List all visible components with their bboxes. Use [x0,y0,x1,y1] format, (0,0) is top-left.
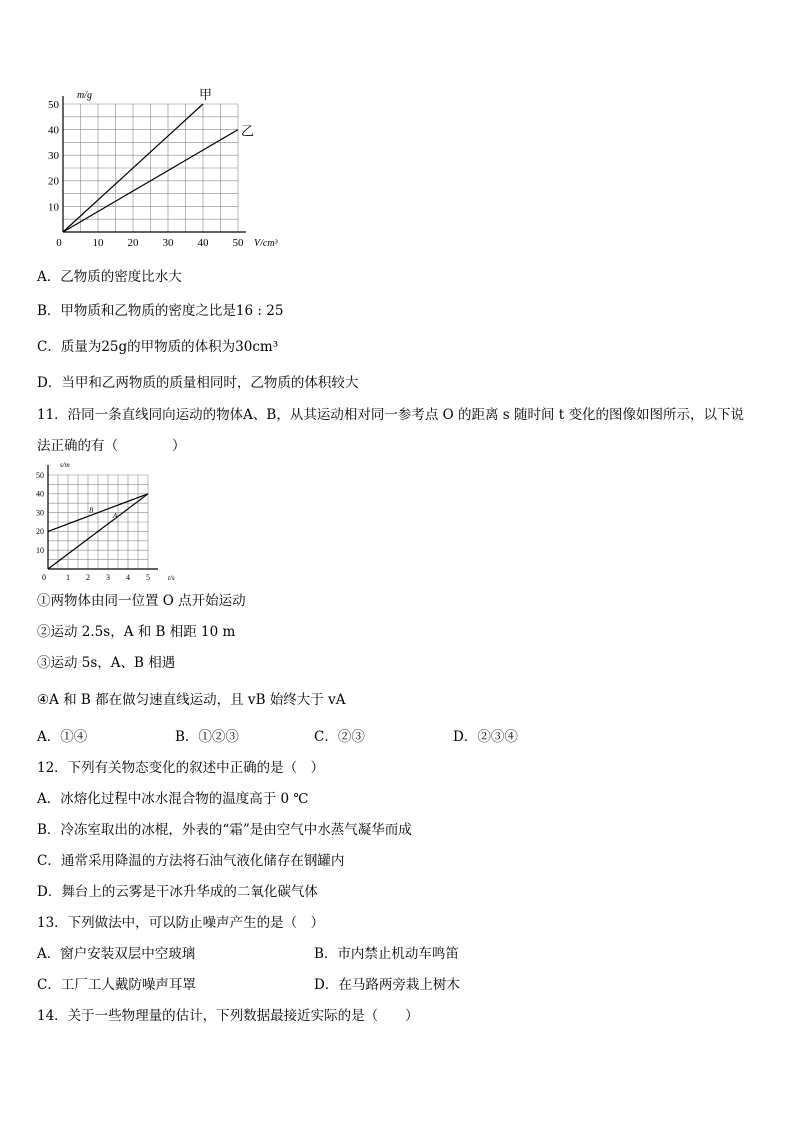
series-label: A [113,512,118,521]
q12-stem: 12．下列有关物态变化的叙述中正确的是（ ） [37,760,325,776]
x-axis-label: V/cm³ [254,238,278,249]
q12-option-d: D．舞台上的云雾是干冰升华成的二氧化碳气体 [37,884,318,900]
series-label: 乙 [241,123,255,139]
y-tick-label: 30 [48,150,59,163]
q10-option-a: A．乙物质的密度比水大 [37,269,182,285]
q11-option-b: B．①②③ [175,729,239,745]
q12-option-c: C．通常采用降温的方法将石油气液化储存在钢罐内 [37,853,345,869]
mass-volume-chart-svg [30,86,278,258]
q11-statement-1: ①两物体由同一位置 O 点开始运动 [37,593,246,609]
q13-option-d: D．在马路两旁栽上树木 [314,977,460,993]
mass-volume-chart [30,86,278,258]
q11-statement-3: ③运动 5s，A、B 相遇 [37,655,176,671]
q11-option-d: D．②③④ [453,729,518,745]
q11-stem-line2: 法正确的有（ ） [37,438,186,454]
q12-option-b: B．冷冻室取出的冰棍，外表的“霜”是由空气中水蒸气凝华而成 [37,822,412,838]
q13-option-b: B．市内禁止机动车鸣笛 [314,946,459,962]
q10-option-d: D．当甲和乙两物质的质量相同时，乙物质的体积较大 [37,375,359,391]
q11-statement-2: ②运动 2.5s，A 和 B 相距 10 m [37,624,236,640]
series-label: 甲 [199,87,213,102]
x-tick-label: 40 [197,237,209,249]
distance-time-chart-svg [30,459,190,583]
y-tick-label: 50 [36,470,44,480]
q13-option-a: A．窗户安装双层中空玻璃 [37,946,196,962]
y-tick-label: 10 [36,546,44,555]
q13-stem: 13．下列做法中，可以防止噪声产生的是（ ） [37,915,325,931]
x-tick-label: 3 [106,573,110,582]
y-tick-label: 10 [48,201,59,214]
x-tick-label: 50 [232,237,244,249]
y-tick-label: 40 [48,124,59,137]
q10-option-b: B．甲物质和乙物质的密度之比是16 : 25 [37,303,284,319]
q11-option-a: A．①④ [37,729,88,745]
x-tick-label: 0 [42,573,46,582]
y-tick-label: 20 [36,527,44,537]
x-tick-label: 5 [146,573,150,582]
q10-option-c: C．质量为25g的甲物质的体积为30cm³ [37,339,279,355]
q11-option-c: C．②③ [314,729,365,745]
q14-stem: 14．关于一些物理量的估计，下列数据最接近实际的是（ ） [37,1008,419,1024]
y-axis-label: m/g [77,90,92,101]
q11-statement-4: ④A 和 B 都在做匀速直线运动，且 vB 始终大于 vA [37,692,346,708]
x-tick-label: 30 [162,237,174,249]
y-tick-label: 20 [48,175,59,188]
q13-option-c: C．工厂工人戴防噪声耳罩 [37,977,196,993]
x-tick-label: 20 [127,237,139,249]
y-tick-label: 30 [36,508,44,518]
x-tick-label: 0 [56,237,62,249]
series-label: B [89,506,94,515]
q11-stem-line1: 11．沿同一条直线同向运动的物体A、B，从其运动相对同一参考点 O 的距离 s 随时间 t 变化的图像如图所示，以下说 [37,407,745,423]
x-tick-label: 2 [86,573,90,582]
x-tick-label: 10 [92,237,104,249]
x-tick-label: 4 [126,573,130,582]
y-tick-label: 40 [36,489,44,499]
q12-option-a: A．冰熔化过程中冰水混合物的温度高于 0 ℃ [37,791,309,807]
y-tick-label: 50 [48,98,59,111]
y-axis-label: s/m [60,461,70,469]
x-tick-label: 1 [66,573,70,582]
x-axis-label: t/s [168,574,175,582]
distance-time-chart [30,459,190,583]
